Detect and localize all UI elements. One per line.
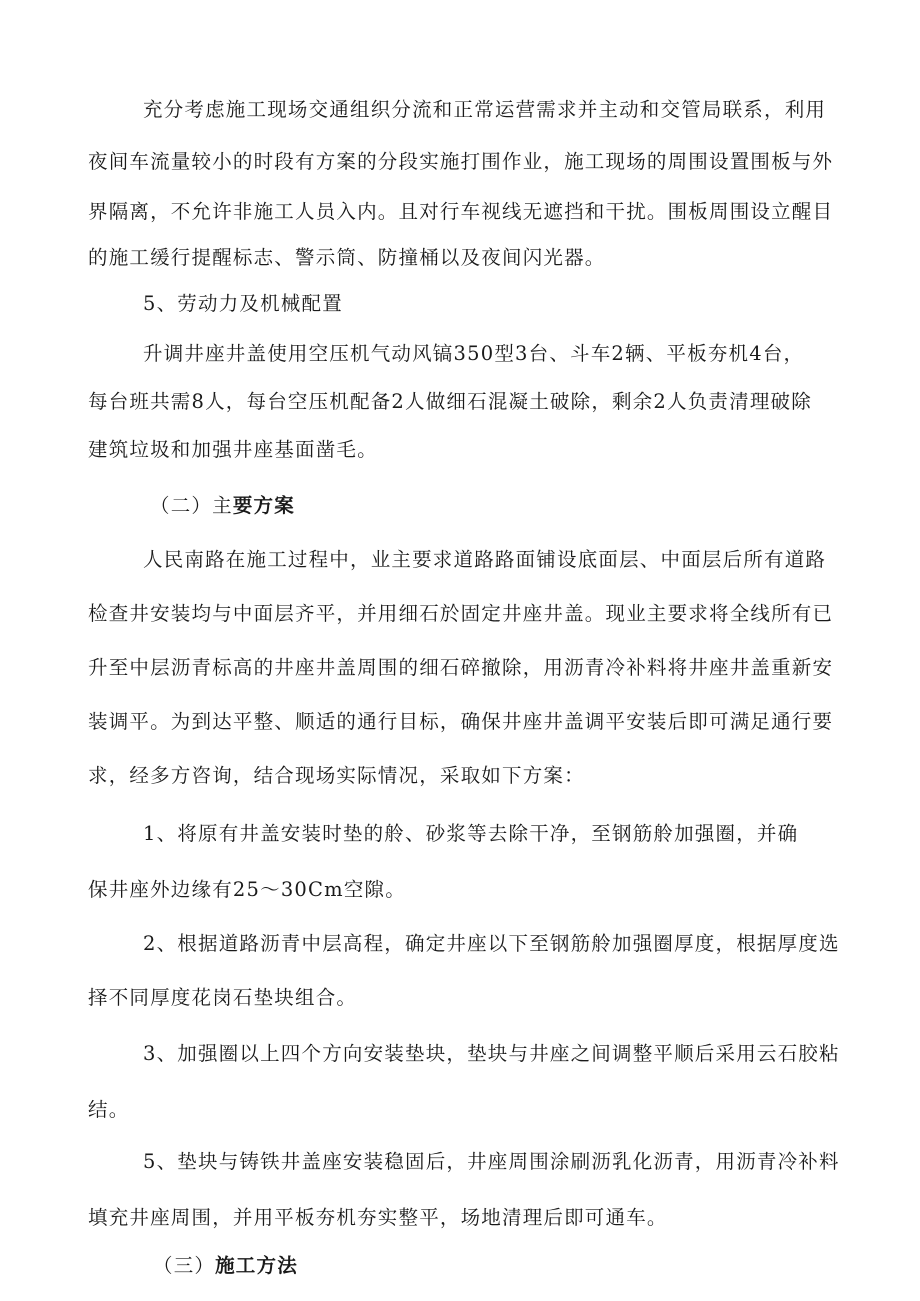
- item-2-line-1: 2、根据道路沥青中层高程，确定井座以下至钢筋舲加强圈厚度，根据厚度选: [143, 932, 840, 955]
- paragraph-3-line-2: 检查井安装均与中面层齐平，并用细石於固定井座井盖。现业主要求将全线所有已: [88, 602, 834, 625]
- paragraph-1-line-4: 的施工缓行提醒标志、警示筒、防撞桶以及夜间闪光器。: [88, 246, 606, 269]
- paragraph-3-line-5: 求，经多方咨询，结合现场实际情况，采取如下方案：: [88, 764, 585, 787]
- section-heading-3-prefix: （三）: [153, 1254, 216, 1277]
- paragraph-3-line-1: 人民南路在施工过程中，业主要求道路路面铺设底面层、中面层后所有道路: [143, 548, 827, 571]
- section-heading-2-title: 要方案: [232, 494, 295, 517]
- item-3-line-1: 3、加强圈以上四个方向安装垫块，垫块与井座之间调整平顺后采用云石胶粘: [143, 1042, 840, 1065]
- paragraph-2-line-1: 升调井座井盖使用空压机气动风镐350型3台、斗车2辆、平板夯机4台，: [143, 342, 805, 365]
- paragraph-2-line-3: 建筑垃圾和加强井座基面凿毛。: [88, 438, 378, 461]
- paragraph-1-line-3: 界隔离，不允许非施工人员入内。且对行车视线无遮挡和干扰。围板周围设立醒目: [88, 200, 834, 223]
- section-heading-2: [150, 493, 295, 519]
- item-2-line-2: 择不同厚度花岗石垫块组合。: [88, 986, 358, 1009]
- paragraph-3-line-3: 升至中层沥青标高的井座井盖周围的细石碎撤除，用沥青冷补料将井座井盖重新安: [88, 656, 834, 679]
- section-heading-2-prefix: （二）主: [150, 494, 233, 517]
- section-heading-3-title: 施工方法: [215, 1254, 298, 1277]
- paragraph-2-line-2: 每台班共需8人，每台空压机配备2人做细石混凝土破除，剩余2人负责清理破除: [88, 390, 812, 413]
- item-5-line-2: 填充井座周围，并用平板夯机夯实整平，场地清理后即可通车。: [88, 1206, 668, 1229]
- paragraph-3-line-4: 装调平。为到达平整、顺适的通行目标，确保井座井盖调平安装后即可满足通行要: [88, 710, 834, 733]
- section-heading-3: [153, 1253, 298, 1279]
- item-1-line-1: 1、将原有井盖安装时垫的舲、砂浆等去除干净，至钢筋舲加强圈，并确: [143, 822, 799, 845]
- item-1-line-2: 保井座外边缘有25～30Cm空隙。: [88, 878, 406, 901]
- paragraph-1-line-2: 夜间车流量较小的时段有方案的分段实施打围作业，施工现场的周围设置围板与外: [88, 150, 834, 173]
- paragraph-1-line-1: 充分考虑施工现场交通组织分流和正常运营需求并主动和交管局联系，利用: [143, 98, 827, 121]
- section-5-heading: 5、劳动力及机械配置: [143, 292, 343, 315]
- item-5-line-1: 5、垫块与铸铁井盖座安装稳固后，井座周围涂刷沥乳化沥青，用沥青冷补料: [143, 1150, 840, 1173]
- item-3-line-2: 结。: [88, 1098, 130, 1121]
